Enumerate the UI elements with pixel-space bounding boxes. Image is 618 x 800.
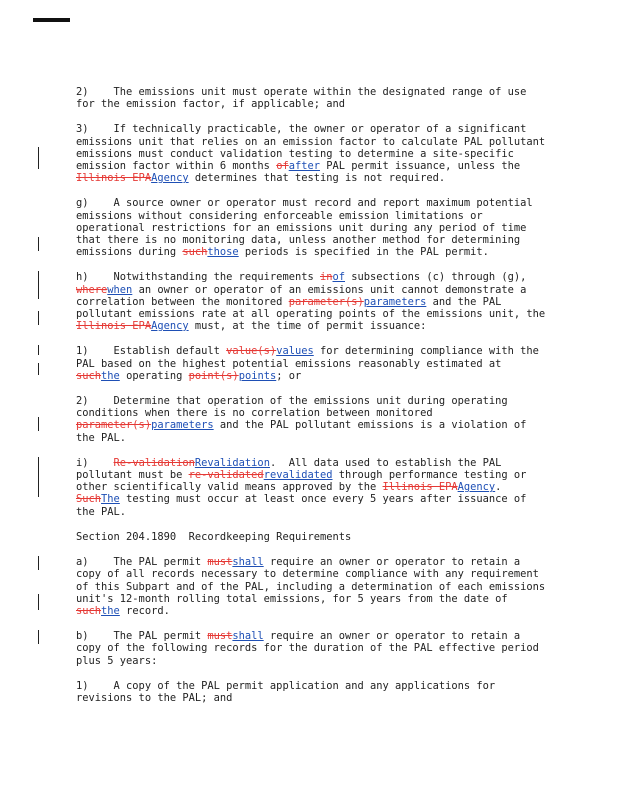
text-run: 2) The emissions unit must operate within the designated range of use for the emission factor, if applicable; and [76, 86, 533, 111]
inserted-text: the [101, 369, 120, 382]
deleted-text: Such [76, 493, 102, 506]
deleted-text: must [207, 556, 233, 569]
text-run: through performance testing or other scientifically valid means approved by the [76, 469, 533, 494]
inserted-text: Agency [457, 481, 496, 494]
deleted-text: Illinois EPA [76, 172, 152, 185]
deleted-text: re-validated [188, 469, 264, 482]
deleted-text: must [207, 630, 233, 643]
paragraph [76, 197, 546, 258]
inserted-text: Revalidation [194, 456, 270, 469]
text-run: a) The PAL permit [76, 556, 208, 569]
text-run: and the PAL pollutant emissions rate at all operating points of the emissions unit, the [76, 295, 552, 321]
text-run: an owner or operator of an emissions unit cannot demonstrate a correlation between the monitored [76, 283, 533, 308]
section-heading [76, 531, 546, 543]
deleted-text: such [182, 246, 208, 259]
deleted-text: Re-validation [113, 456, 195, 469]
text-run: record. [119, 604, 170, 617]
inserted-text: points [238, 369, 277, 382]
text-run: b) The PAL permit [76, 630, 208, 643]
text-run: periods is specified in the PAL permit. [238, 246, 489, 259]
change-bar [38, 345, 39, 355]
change-bar [38, 147, 39, 169]
text-run: 2) Determine that operation of the emissions unit during operating conditions when there is no correlation between monitored [76, 395, 514, 420]
change-bar [38, 457, 39, 497]
inserted-text: of [332, 271, 346, 284]
inserted-text: when [107, 283, 133, 296]
inserted-text: shall [232, 556, 264, 569]
text-run: . All data used to establish the PAL pollutant must be [76, 456, 508, 482]
change-bar [38, 556, 39, 570]
paragraph [76, 86, 546, 110]
inserted-text: those [207, 246, 239, 259]
text-run: require an owner or operator to retain a copy of all records necessary to determine compliance with any requirement of this Subpart and of the PAL, including a determination of each emissions unit's 12-month rolling total emissions, for 5 years from the date of [76, 556, 552, 605]
text-run: 1) Establish default [76, 345, 227, 358]
document-body [76, 86, 552, 717]
text-run: determines that testing is not required. [188, 172, 446, 185]
deleted-text: in [319, 271, 333, 284]
inserted-text: after [288, 160, 320, 173]
text-run: 3) If technically practicable, the owner or operator of a significant emissions unit that relies on an emission factor to calculate PAL pollutant emissions must conduct validation testing to determine a site-specific emission factor within 6 months [76, 123, 552, 173]
paragraph [76, 395, 546, 444]
text-run: operating [119, 369, 189, 382]
paragraph [76, 556, 552, 617]
paragraph [76, 457, 546, 518]
text-run: subsections (c) through (g), [345, 271, 533, 284]
text-run: for determining compliance with the PAL based on the highest potential emissions reasonably estimated at [76, 345, 546, 370]
text-run: g) A source owner or operator must record and report maximum potential emissions without considering enforceable emission limitations or operational restrictions for an emissions unit during any period of time that there is no monitoring data, unless another method for determining emissions during [76, 197, 539, 259]
change-bar [38, 594, 39, 610]
text-run: must, at the time of permit issuance: [188, 320, 427, 333]
paragraph [76, 123, 552, 185]
text-run: i) [76, 456, 114, 469]
text-run: h) Notwithstanding the requirements [76, 271, 320, 284]
change-bar [38, 237, 39, 251]
page-top-marker [33, 18, 70, 22]
text-run: and the PAL pollutant emissions is a violation of the PAL. [76, 419, 533, 444]
paragraph [76, 271, 552, 333]
inserted-text: parameters [363, 295, 427, 308]
paragraph [76, 680, 546, 704]
change-bar [38, 630, 39, 644]
text-run: PAL permit issuance, unless the [319, 160, 527, 173]
deleted-text: of [276, 160, 289, 173]
paragraph [76, 630, 546, 667]
text-run: . [495, 481, 508, 494]
change-bar [38, 417, 39, 431]
deleted-text: such [76, 604, 102, 617]
inserted-text: revalidated [263, 469, 333, 482]
deleted-text: point(s) [188, 369, 239, 382]
paragraph [76, 345, 546, 382]
inserted-text: Agency [151, 320, 189, 333]
deleted-text: Illinois EPA [76, 320, 152, 333]
deleted-text: Illinois EPA [382, 481, 458, 494]
deleted-text: value(s) [226, 345, 277, 358]
inserted-text: values [276, 345, 314, 358]
deleted-text: parameter(s) [76, 419, 152, 432]
deleted-text: such [76, 369, 102, 382]
text-run: testing must occur at least once every 5 years after issuance of the PAL. [76, 493, 533, 518]
change-bar [38, 311, 39, 325]
change-bar [38, 271, 39, 299]
inserted-text: Agency [151, 172, 189, 185]
inserted-text: The [101, 493, 120, 506]
text-run: ; or [276, 369, 302, 382]
inserted-text: parameters [151, 419, 214, 432]
text-run: 1) A copy of the PAL permit application and any applications for revisions to the PAL; and [76, 679, 502, 704]
deleted-text: parameter(s) [288, 295, 364, 308]
inserted-text: the [101, 604, 120, 617]
text-run: Section 204.1890 Recordkeeping Requirements [76, 530, 352, 543]
deleted-text: where [76, 283, 108, 296]
change-bar [38, 363, 39, 375]
text-run: require an owner or operator to retain a copy of the following records for the duration of the PAL effective period plus 5 years: [76, 630, 546, 667]
inserted-text: shall [232, 630, 264, 643]
